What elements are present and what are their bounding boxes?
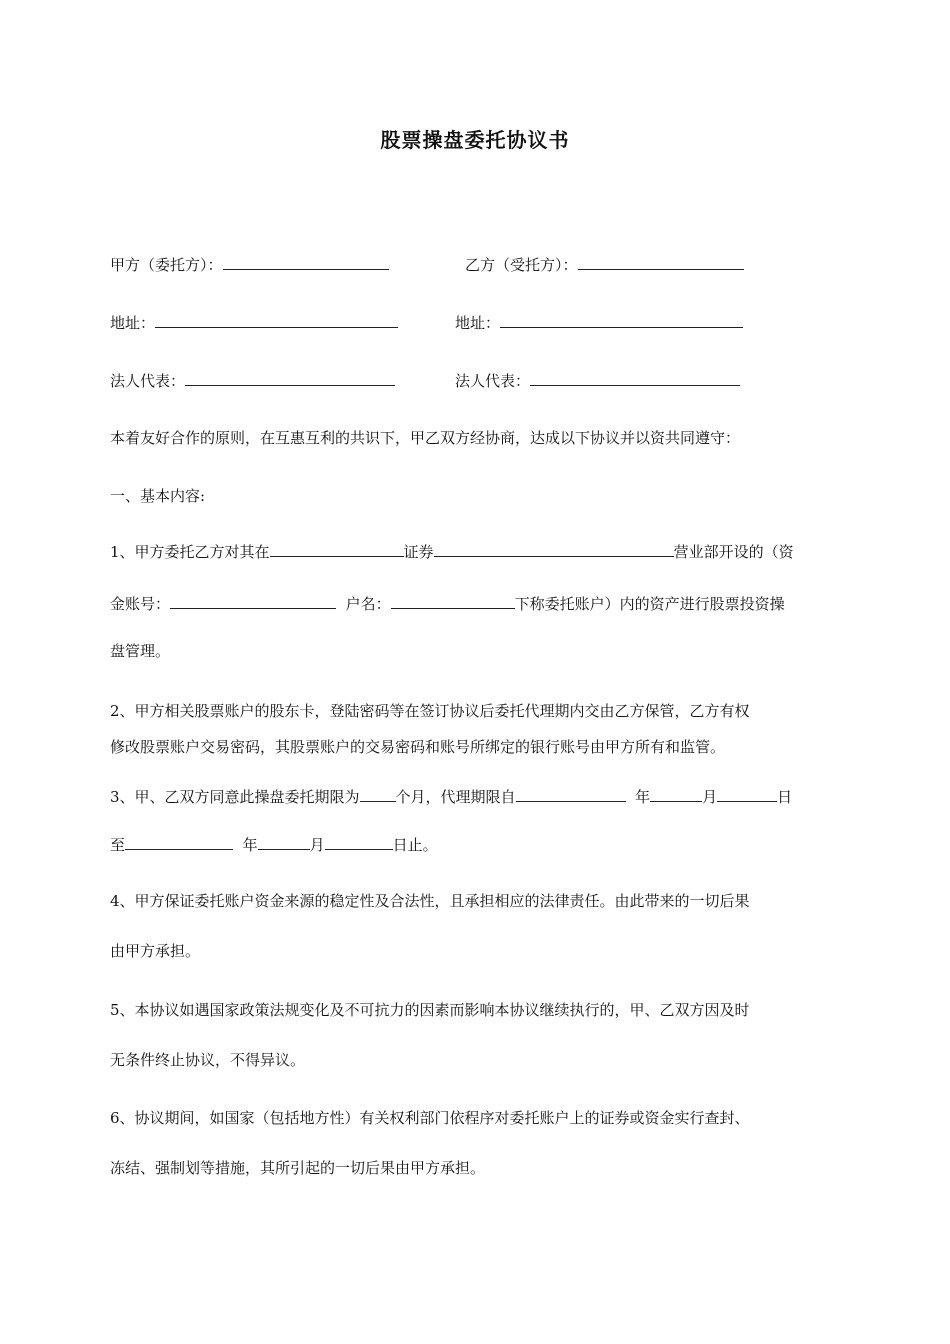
section-heading: 一、基本内容: bbox=[110, 487, 206, 505]
address-b-label: 地址： bbox=[455, 314, 501, 332]
clause-1-text-c: 营业部开设的（资 bbox=[673, 543, 794, 561]
address-a-label: 地址： bbox=[110, 314, 156, 332]
start-year-label: 年 bbox=[635, 788, 651, 806]
end-month-blank bbox=[258, 834, 310, 850]
address-a-field bbox=[110, 312, 398, 333]
party-a-blank bbox=[223, 254, 389, 270]
document-title: 股票操盘委托协议书 bbox=[380, 128, 570, 152]
address-b-blank bbox=[500, 312, 743, 328]
fund-account-blank bbox=[170, 593, 336, 609]
rep-a-blank bbox=[185, 370, 395, 386]
clause-4-line-2: 由甲方承担。 bbox=[110, 942, 201, 960]
rep-a-label: 法人代表： bbox=[110, 372, 186, 390]
party-b-blank bbox=[578, 254, 744, 270]
end-year-label: 年 bbox=[242, 836, 258, 854]
clause-2-line-2: 修改股票账户交易密码，其股票账户的交易密码和账号所绑定的银行账号由甲方所有和监管。 bbox=[110, 738, 726, 756]
clause-1-text-f: 下称委托账户）内的资产进行股票投资操 bbox=[514, 595, 785, 613]
clause-3-line-2 bbox=[110, 834, 835, 856]
clause-3-line-1 bbox=[110, 786, 835, 808]
end-day-label: 日止。 bbox=[392, 836, 438, 854]
clause-3-text-b: 个月，代理期限自 bbox=[395, 788, 516, 806]
clause-6-line-2: 冻结、强制划等措施，其所引起的一切后果由甲方承担。 bbox=[110, 1159, 486, 1177]
party-a-label: 甲方（委托方）： bbox=[110, 256, 223, 274]
representative-row bbox=[110, 370, 835, 392]
intro-paragraph: 本着友好合作的原则，在互惠互利的共识下，甲乙双方经协商，达成以下协议并以资共同遵守： bbox=[110, 429, 741, 447]
end-day-blank bbox=[325, 834, 393, 850]
clause-1-text-a: 1、甲方委托乙方对其在 bbox=[110, 543, 270, 561]
address-row bbox=[110, 312, 835, 334]
clause-5-line-1: 5、本协议如遇国家政策法规变化及不可抗力的因素而影响本协议继续执行的，甲、乙双方因及时 bbox=[110, 1001, 750, 1019]
start-year-blank bbox=[516, 786, 626, 802]
clause-4-line-1: 4、甲方保证委托账户资金来源的稳定性及合法性，且承担相应的法律责任。由此带来的一切后果 bbox=[110, 892, 750, 910]
end-month-label: 月 bbox=[309, 836, 325, 854]
start-day-label: 日 bbox=[777, 788, 793, 806]
address-b-field bbox=[455, 312, 743, 333]
clause-2-line-1: 2、甲方相关股票账户的股东卡，登陆密码等在签订协议后委托代理期内交由乙方保管，乙方有权 bbox=[110, 702, 750, 720]
branch-blank bbox=[434, 541, 674, 557]
securities-company-blank bbox=[270, 541, 404, 557]
clause-5-line-2: 无条件终止协议，不得异议。 bbox=[110, 1051, 306, 1069]
clause-1-text-b: 证券 bbox=[403, 543, 434, 561]
clause-1-line-1 bbox=[110, 541, 835, 563]
rep-a-field bbox=[110, 370, 395, 391]
party-b-label: 乙方（受托方）： bbox=[465, 256, 578, 274]
start-day-blank bbox=[717, 786, 777, 802]
rep-b-label: 法人代表： bbox=[455, 372, 531, 390]
clause-6-line-1: 6、协议期间，如国家（包括地方性）有关权利部门依程序对委托账户上的证券或资金实行查封、 bbox=[110, 1109, 750, 1127]
clause-3-text-c: 至 bbox=[110, 836, 126, 854]
party-a-field bbox=[110, 254, 389, 275]
start-month-blank bbox=[650, 786, 702, 802]
address-a-blank bbox=[155, 312, 398, 328]
clause-1-text-e: 户名： bbox=[345, 595, 391, 613]
party-row bbox=[110, 254, 835, 276]
rep-b-field bbox=[455, 370, 740, 391]
account-name-blank bbox=[391, 593, 515, 609]
months-blank bbox=[360, 786, 396, 802]
clause-1-line-2 bbox=[110, 593, 835, 615]
clause-3-text-a: 3、甲、乙双方同意此操盘委托期限为 bbox=[110, 788, 360, 806]
rep-b-blank bbox=[530, 370, 740, 386]
party-b-field bbox=[465, 254, 744, 275]
start-month-label: 月 bbox=[702, 788, 718, 806]
end-year-blank bbox=[125, 834, 233, 850]
clause-1-line-3: 盘管理。 bbox=[110, 642, 171, 660]
clause-1-text-d: 金账号： bbox=[110, 595, 171, 613]
